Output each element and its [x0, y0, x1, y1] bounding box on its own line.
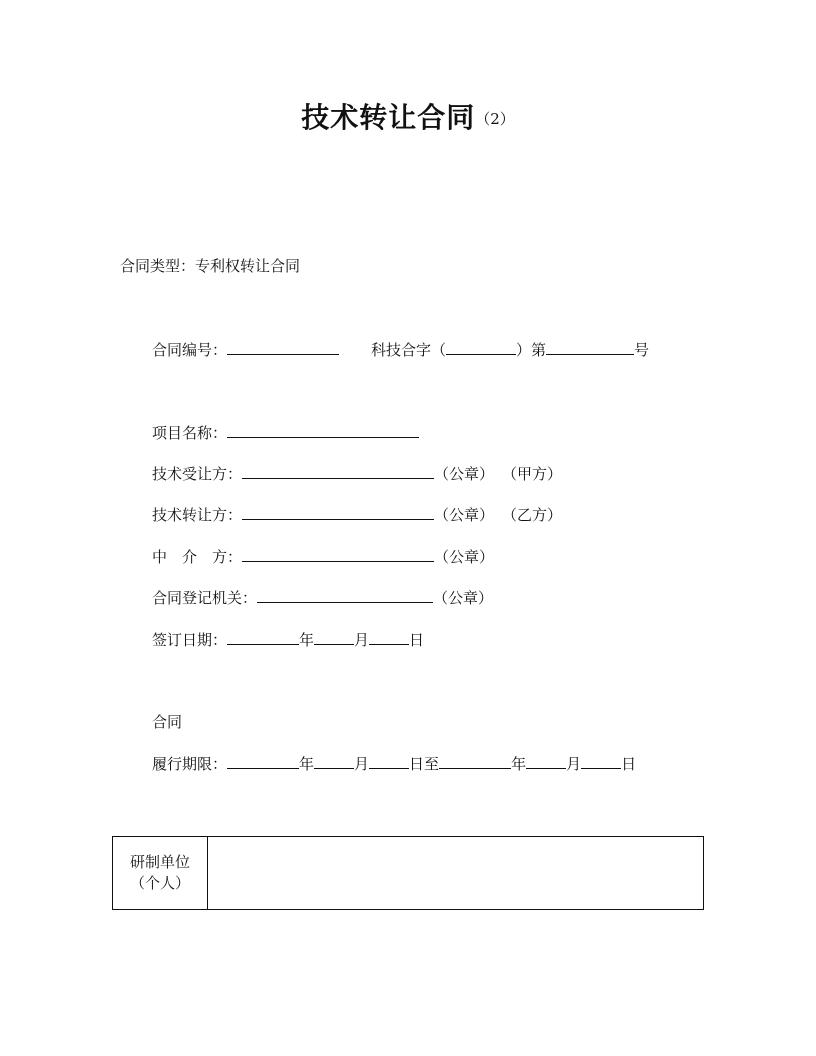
performance-period-row	[152, 753, 636, 774]
transferee-label: 技术受让方：	[152, 465, 243, 483]
registration-row	[152, 587, 493, 608]
developer-label-cell	[113, 837, 208, 909]
performance-start-month-label: 月	[354, 755, 370, 773]
performance-start-month-blank[interactable]	[314, 753, 354, 769]
performance-end-day-label: 日	[621, 755, 637, 773]
transferor-blank[interactable]	[242, 504, 434, 520]
transferee-blank[interactable]	[242, 463, 434, 479]
intermediary-seal: （公章）	[434, 548, 495, 566]
registration-label: 合同登记机关：	[152, 589, 258, 607]
signing-date-row	[152, 629, 424, 650]
performance-end-month-label: 月	[566, 755, 582, 773]
contract-number-label: 合同编号：	[152, 341, 228, 359]
performance-heading: 合同	[152, 713, 183, 731]
performance-start-year-label: 年	[299, 755, 315, 773]
performance-end-day-blank[interactable]	[581, 753, 621, 769]
performance-end-year-label: 年	[511, 755, 527, 773]
contract-number-middle: ）第	[516, 341, 547, 359]
transferee-party: （甲方）	[502, 465, 563, 483]
transferor-seal: （公章）	[434, 506, 495, 524]
performance-start-day-blank[interactable]	[369, 753, 409, 769]
transferee-row	[152, 463, 562, 484]
signing-month-blank[interactable]	[314, 629, 354, 645]
contract-number-suffix: 号	[634, 341, 650, 359]
document-title	[0, 96, 816, 136]
transferor-label: 技术转让方：	[152, 506, 243, 524]
intermediary-label: 中 介 方：	[152, 548, 243, 566]
contract-number-row	[152, 339, 649, 360]
developer-table	[112, 836, 704, 910]
transferor-row	[152, 504, 562, 525]
contract-number-blank[interactable]	[227, 339, 339, 355]
transferor-party: （乙方）	[502, 506, 563, 524]
project-name-row	[152, 422, 419, 443]
signing-month-label: 月	[354, 631, 370, 649]
registration-blank[interactable]	[257, 587, 433, 603]
signing-day-label: 日	[409, 631, 425, 649]
signing-day-blank[interactable]	[369, 629, 409, 645]
transferee-seal: （公章）	[434, 465, 495, 483]
title-suffix: （2）	[475, 110, 515, 128]
signing-date-label: 签订日期：	[152, 631, 228, 649]
signing-year-blank[interactable]	[227, 629, 299, 645]
contract-number-seq-blank[interactable]	[546, 339, 634, 355]
registration-seal: （公章）	[433, 589, 494, 607]
performance-end-month-blank[interactable]	[526, 753, 566, 769]
contract-number-code-blank[interactable]	[446, 339, 516, 355]
intermediary-row	[152, 546, 494, 567]
contract-type: 合同类型：专利权转让合同	[120, 257, 301, 275]
title-main: 技术转让合同	[301, 101, 476, 134]
signing-year-label: 年	[299, 631, 315, 649]
developer-label-line2: （个人）	[129, 874, 190, 892]
project-name-blank[interactable]	[227, 422, 419, 438]
developer-label-line1: 研制单位	[129, 853, 190, 871]
intermediary-blank[interactable]	[242, 546, 434, 562]
performance-day-to-label: 日至	[409, 755, 440, 773]
performance-end-year-blank[interactable]	[439, 753, 511, 769]
performance-label: 履行期限：	[152, 755, 228, 773]
contract-number-prefix: 科技合字（	[371, 341, 447, 359]
performance-start-year-blank[interactable]	[227, 753, 299, 769]
developer-value-cell[interactable]	[208, 837, 703, 909]
project-name-label: 项目名称：	[152, 424, 228, 442]
